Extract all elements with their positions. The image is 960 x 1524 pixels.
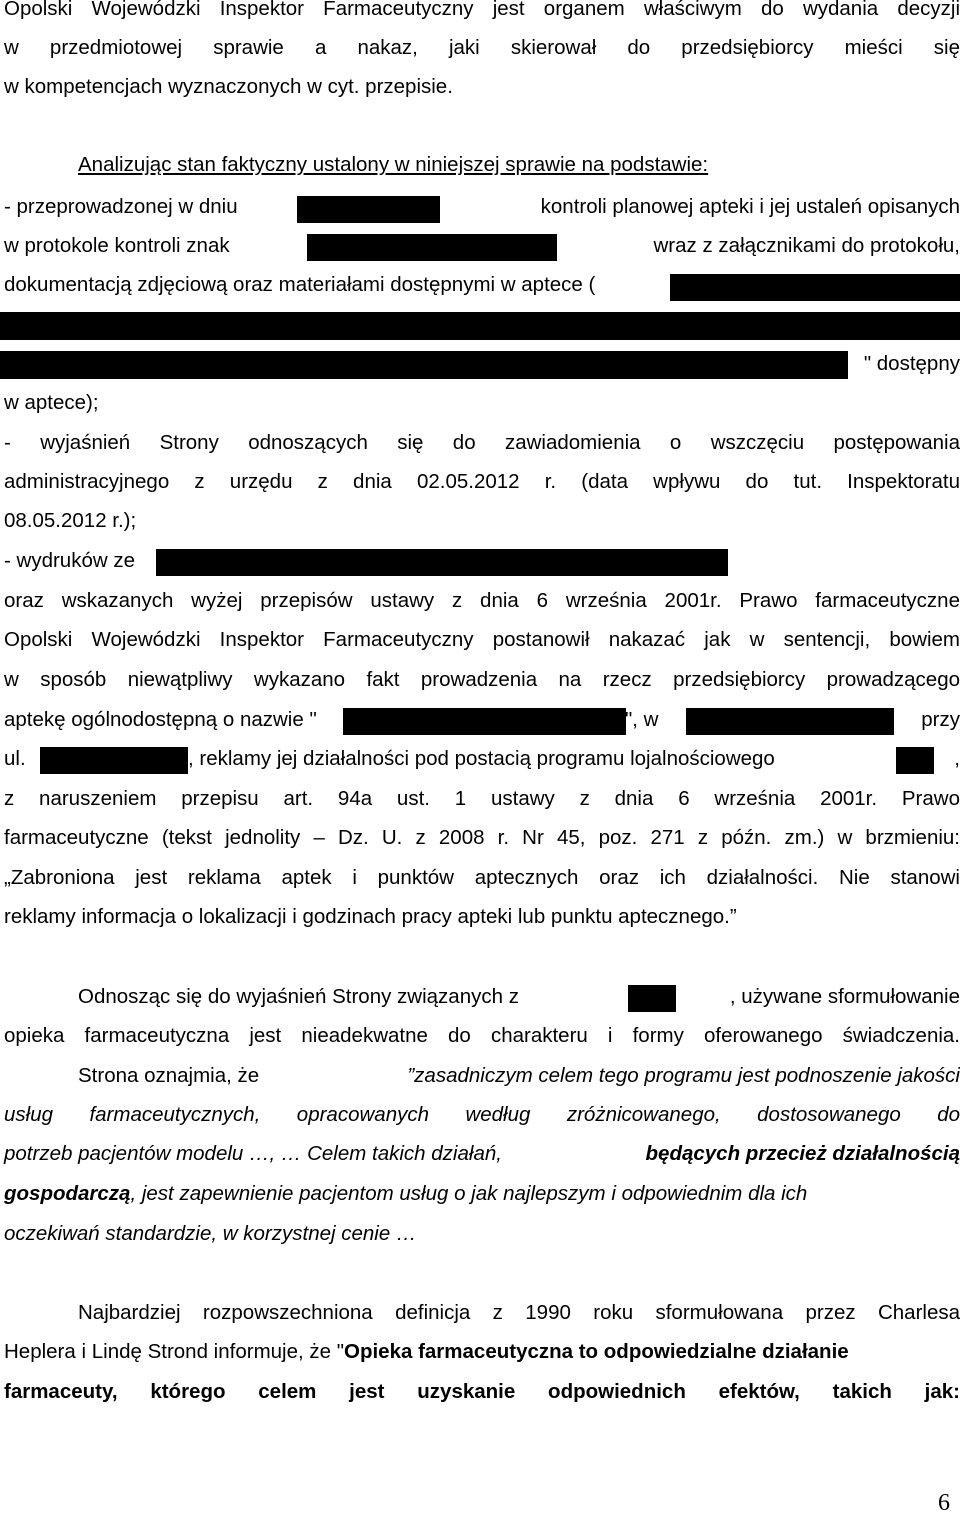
- redaction-block: [686, 708, 894, 735]
- text-line: ul.: [4, 747, 26, 770]
- underlined-heading: Analizując stan faktyczny ustalony w niniejszej sprawie na podstawie:: [78, 153, 709, 176]
- section-intro: [78, 145, 960, 185]
- text-line: aptekę ogólnodostępną o nazwie ": [4, 708, 317, 731]
- italic-quote-line: [298, 1056, 960, 1096]
- italic-span: potrzeb pacjentów modelu …, … Celem takich działań,: [4, 1142, 502, 1165]
- redaction-block: [40, 747, 188, 774]
- bold-italic-span: będących przecież działalnością: [645, 1142, 960, 1165]
- text-line: kontroli planowej apteki i jej ustaleń opisanych: [540, 195, 960, 218]
- text-line: w kompetencjach wyznaczonych w cyt. przepisie.: [4, 75, 453, 98]
- text-line: w sposób niewątpliwy wykazano fakt prowadzenia na rzecz przedsiębiorcy prowadzącego: [4, 668, 960, 691]
- page-number: 6: [938, 1490, 950, 1516]
- text-line: - wydruków ze: [4, 549, 136, 572]
- text-line: farmaceutyczne (tekst jednolity – Dz. U. z 2008 r. Nr 45, poz. 271 z późn. zm.) w brzmieniu:: [4, 826, 960, 849]
- redaction-block: [343, 708, 626, 735]
- text-line: " dostępny: [863, 352, 960, 375]
- bold-italic-span: gospodarczą: [4, 1182, 131, 1205]
- text-line: , używane sformułowanie: [729, 985, 960, 1008]
- redaction-block: [896, 747, 934, 774]
- italic-span: , jest zapewnienie pacjentom usług o jak najlepszym i odpowiednim dla ich: [130, 1182, 808, 1205]
- bold-span: Opieka farmaceutyczna to odpowiedzialne działanie: [344, 1340, 849, 1363]
- text-line: oraz wskazanych wyżej przepisów ustawy z dnia 6 września 2001r. Prawo farmaceutyczne: [4, 589, 960, 612]
- text-span: Heplera i Lindę Strond informuje, że ": [4, 1340, 345, 1363]
- italic-quote-line: [4, 1174, 960, 1214]
- text-line: ,: [954, 747, 960, 770]
- text-line: wraz z załącznikami do protokołu,: [653, 234, 960, 257]
- redaction-block: [307, 234, 557, 261]
- text-line: z naruszeniem przepisu art. 94a ust. 1 ustawy z dnia 6 września 2001r. Prawo: [4, 787, 960, 810]
- italic-quote-line: [4, 1095, 960, 1135]
- text-line: ", w: [625, 708, 659, 731]
- redaction-block: [0, 351, 848, 379]
- text-line: - wyjaśnień Strony odnoszących się do zawiadomienia o wszczęciu postępowania: [4, 431, 960, 454]
- text-line: , reklamy jej działalności pod postacią programu lojalnościowego: [188, 747, 775, 770]
- text-line: w przedmiotowej sprawie a nakaz, jaki skierował do przedsiębiorcy mieści się: [4, 36, 960, 59]
- text-line: opieka farmaceutyczna jest nieadekwatne do charakteru i formy oferowanego świadczenia.: [4, 1024, 960, 1047]
- text-line: [4, 1332, 960, 1372]
- text-line: Opolski Wojewódzki Inspektor Farmaceutyczny jest organem właściwym do wydania decyzji: [4, 0, 960, 20]
- text-line: reklamy informacja o lokalizacji i godzinach pracy apteki lub punktu aptecznego.”: [4, 905, 737, 928]
- text-line: przy: [921, 708, 960, 731]
- bold-italic-line: [588, 1134, 960, 1174]
- text-line: administracyjnego z urzędu z dnia 02.05.2012 r. (data wpływu do tut. Inspektoratu: [4, 470, 960, 493]
- italic-span: ”zasadniczym celem tego programu jest podnoszenie jakości: [407, 1064, 960, 1087]
- text-line: dokumentacją zdjęciową oraz materiałami dostępnymi w aptece (: [4, 273, 596, 296]
- text-line: Najbardziej rozpowszechniona definicja z 1990 roku sformułowana przez Charlesa: [78, 1301, 960, 1324]
- text-span: Strona oznajmia, że: [78, 1064, 260, 1087]
- redaction-block: [297, 196, 440, 223]
- bold-line: farmaceuty, którego celem jest uzyskanie odpowiednich efektów, takich jak:: [4, 1380, 960, 1403]
- italic-span: oczekiwań standardzie, w korzystnej cenie …: [4, 1222, 417, 1245]
- redaction-block: [670, 274, 960, 301]
- text-line: w aptece);: [4, 391, 99, 414]
- text-line: Opolski Wojewódzki Inspektor Farmaceutyczny postanowił nakazać jak w sentencji, bowiem: [4, 628, 960, 651]
- text-line: Odnosząc się do wyjaśnień Strony związanych z: [78, 985, 519, 1008]
- text-line: w protokole kontroli znak: [4, 234, 230, 257]
- redaction-block: [0, 312, 960, 340]
- italic-quote-line: [4, 1214, 960, 1254]
- redaction-block: [156, 549, 728, 576]
- redaction-block: [628, 985, 676, 1012]
- italic-span: usług farmaceutycznych, opracowanych według zróżnicowanego, dostosowanego do: [4, 1103, 960, 1126]
- text-span: - przeprowadzonej w dniu: [4, 195, 238, 218]
- text-line: „Zabroniona jest reklama aptek i punktów aptecznych oraz ich działalności. Nie stanowi: [4, 866, 960, 889]
- text-line: 08.05.2012 r.);: [4, 509, 137, 532]
